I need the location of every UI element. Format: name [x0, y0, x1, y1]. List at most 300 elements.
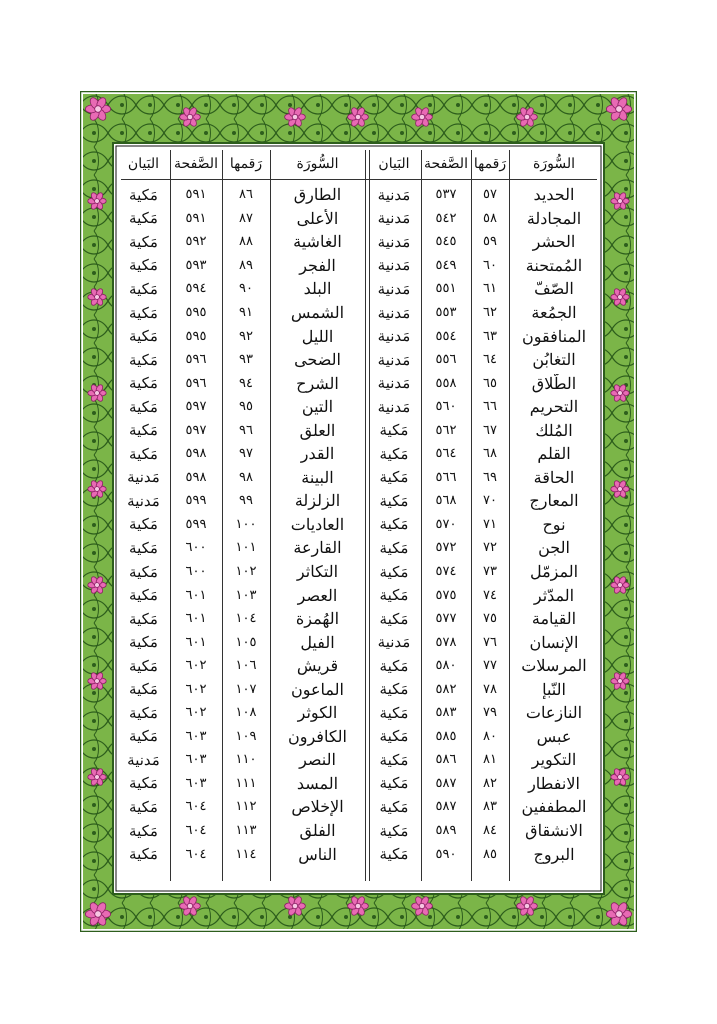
table-row	[367, 819, 599, 843]
table-row	[117, 254, 365, 278]
surah-name: الجن	[538, 538, 570, 558]
revelation-type: مَكية	[129, 397, 158, 416]
column-divider	[222, 150, 223, 881]
revelation-type: مَدنية	[377, 209, 411, 228]
surah-name: المُلك	[535, 420, 573, 440]
revelation-type: مَكية	[129, 586, 158, 605]
surah-name: الانشقاق	[525, 821, 583, 841]
surah-number: ٦٢	[483, 305, 497, 320]
table-row	[367, 654, 599, 678]
revelation-type: مَكية	[129, 209, 158, 228]
surah-name: النازعات	[525, 703, 583, 723]
surah-number: ١٠٢	[235, 564, 257, 580]
revelation-type: مَكية	[379, 703, 409, 722]
revelation-type: مَكية	[129, 821, 158, 840]
surah-number: ٥٧	[483, 187, 497, 203]
table-row	[117, 748, 365, 772]
surah-name: التحريم	[529, 397, 579, 417]
surah-name: الإخلاص	[291, 797, 344, 817]
surah-number: ١٠٩	[235, 728, 257, 744]
surah-name: المعارج	[529, 491, 579, 511]
page-number: ٥٨٧	[435, 775, 457, 791]
surah-number: ٧٥	[483, 611, 497, 627]
surah-number: ٨٠	[483, 728, 497, 744]
revelation-type: مَدنية	[377, 279, 411, 298]
surah-name: الأعلى	[296, 208, 339, 228]
revelation-type: مَكية	[129, 232, 158, 251]
surah-number: ٩١	[239, 305, 253, 320]
page-number: ٥٩٩	[185, 516, 207, 532]
surah-name: الانفطار	[528, 773, 580, 793]
page-number: ٥٩٦	[185, 375, 207, 391]
revelation-type: مَدنية	[377, 327, 411, 346]
surah-name: الفيل	[300, 632, 335, 652]
page-number: ٥٤٩	[435, 257, 457, 273]
column-divider	[170, 150, 171, 881]
revelation-type: مَكية	[129, 185, 158, 204]
surah-number: ٧٠	[483, 493, 497, 509]
revelation-type: مَكية	[129, 774, 158, 793]
revelation-type: مَكية	[379, 750, 409, 769]
surah-number: ٨١	[483, 752, 497, 768]
page-number: ٥٩٣	[185, 257, 207, 273]
revelation-type: مَكية	[129, 327, 158, 346]
surah-name: الحشر	[532, 232, 576, 252]
page-number: ٥٥٤	[435, 328, 457, 344]
table-row	[367, 183, 599, 207]
revelation-type: مَكية	[379, 797, 409, 816]
revelation-type: مَدنية	[377, 185, 411, 204]
surah-number: ٩٥	[239, 399, 253, 415]
page-number: ٥٩١	[185, 187, 207, 203]
revelation-type: مَكية	[379, 468, 409, 487]
surah-name: الفلق	[299, 821, 336, 841]
surah-number: ١٠٦	[235, 658, 257, 674]
page-number: ٥٥١	[435, 281, 457, 297]
surah-number: ٩٩	[239, 493, 253, 509]
page-number: ٥٦٤	[435, 446, 457, 462]
table-row	[367, 701, 599, 725]
surah-number: ٦٥	[483, 375, 497, 391]
surah-name: الهُمزة	[295, 609, 340, 629]
surah-name: الشرح	[296, 373, 339, 393]
surah-number: ٨٨	[239, 234, 253, 250]
page-number: ٥٧٤	[435, 564, 457, 580]
page-header: الصَّفحة	[174, 156, 218, 172]
surah-name: المرسلات	[521, 656, 587, 676]
table-row	[367, 536, 599, 560]
page-number: ٥٩٦	[185, 352, 207, 368]
table-row	[367, 842, 599, 866]
surah-name: المُمتحنة	[525, 255, 583, 275]
table-row	[117, 301, 365, 325]
table-row	[117, 607, 365, 631]
surah-name: المنافقون	[521, 326, 587, 346]
revelation-type: مَكية	[379, 515, 409, 534]
surah-name: الحاقة	[533, 467, 575, 487]
surah-number: ٧٩	[483, 705, 497, 721]
surah-name: الطارق	[293, 185, 342, 205]
surah-number: ١٠٤	[235, 611, 257, 627]
table-row	[117, 418, 365, 442]
surah-number: ١٠٠	[235, 516, 257, 532]
revelation-type: مَدنية	[127, 491, 160, 510]
surah-number: ٦١	[483, 281, 497, 297]
surah-name: المطففين	[521, 797, 587, 817]
revelation-type: مَدنية	[127, 468, 160, 487]
page-number: ٥٨٠	[435, 658, 457, 674]
column-divider	[369, 150, 370, 881]
surah-number: ٧٨	[483, 681, 497, 697]
surah-number: ٨٥	[483, 846, 497, 862]
revelation-type: مَكية	[129, 350, 158, 369]
page-number: ٥٩٢	[185, 234, 207, 250]
table-row	[117, 207, 365, 231]
table-row	[367, 489, 599, 513]
surah-number: ٧٤	[483, 587, 497, 603]
page-number: ٥٨٧	[435, 799, 457, 815]
surah-name: التغابُن	[532, 350, 576, 370]
table-row	[367, 725, 599, 749]
page-number: ٦٠١	[185, 634, 207, 650]
surah-name: التكوير	[531, 750, 577, 770]
table-row	[117, 842, 365, 866]
revelation-type: مَكية	[129, 680, 158, 699]
surah-number: ١١١	[235, 775, 257, 791]
number-header: رَقمها	[229, 156, 263, 172]
surah-number: ٩٧	[239, 446, 253, 462]
revelation-type: مَكية	[379, 538, 409, 557]
surah-number: ١٠٥	[235, 634, 257, 650]
surah-name: الجمُعة	[531, 303, 577, 322]
surah-number: ٥٨	[483, 210, 497, 226]
table-row	[117, 677, 365, 701]
surah-name: الطّلاق	[531, 373, 577, 393]
page-number: ٦٠٢	[185, 705, 207, 721]
page-number: ٦٠٤	[185, 823, 207, 839]
surah-number: ٨٢	[483, 775, 497, 791]
surah-name: المدّثر	[533, 585, 575, 605]
surah-number: ٨٣	[483, 799, 497, 815]
page-number: ٥٧٥	[435, 587, 457, 603]
surah-name: عبس	[536, 726, 572, 746]
revelation-type: مَكية	[379, 845, 409, 864]
surah-number: ٦٣	[483, 328, 497, 344]
column-divider	[365, 150, 366, 881]
revelation-type: مَكية	[379, 609, 409, 628]
revelation-type: مَكية	[129, 256, 158, 275]
revelation-type: مَكية	[129, 279, 158, 298]
surah-name: العصر	[297, 585, 338, 605]
surah-name: التكاثر	[296, 562, 339, 582]
page-number: ٥٦٦	[435, 469, 457, 485]
page-number: ٥٦٠	[435, 399, 457, 415]
page-number: ٦٠٠	[185, 564, 207, 580]
surah-number: ٩٤	[239, 375, 253, 391]
surah-name: الماعون	[290, 679, 344, 699]
revelation-type: مَكية	[129, 633, 158, 652]
table-row	[117, 442, 365, 466]
table-row	[367, 348, 599, 372]
surah-name: المزمّل	[529, 562, 579, 582]
surah-number: ٦٨	[483, 446, 497, 462]
page-number: ٥٩٠	[435, 846, 457, 862]
revelation-type: مَكية	[129, 303, 158, 322]
surah-number: ٧٢	[483, 540, 497, 556]
revelation-type: مَكية	[129, 374, 158, 393]
page-number: ٥٨٦	[435, 752, 457, 768]
page-header: الصَّفحة	[424, 156, 468, 172]
revelation-type: مَدنية	[377, 256, 411, 275]
surah-number: ١١٤	[235, 846, 257, 862]
revelation-type: مَدنية	[377, 633, 411, 652]
column-divider	[270, 150, 271, 881]
revelation-type: مَدنية	[377, 303, 411, 322]
surah-number: ٦٦	[483, 399, 497, 415]
revelation-type: مَكية	[129, 703, 158, 722]
right-table-header	[367, 150, 599, 178]
surah-number: ٩٢	[239, 328, 253, 344]
revelation-type: مَكية	[379, 421, 409, 440]
table-row	[367, 371, 599, 395]
surah-name: البينة	[301, 467, 334, 487]
page-number: ٥٣٧	[435, 187, 457, 203]
revelation-type: مَكية	[129, 421, 158, 440]
surah-number: ٨٩	[239, 257, 253, 273]
table-row	[117, 489, 365, 513]
page-number: ٥٩٤	[185, 281, 207, 297]
table-row	[117, 536, 365, 560]
page-number: ٥٥٦	[435, 352, 457, 368]
surah-number: ٦٠	[483, 257, 497, 273]
surah-name: المجادلة	[526, 208, 582, 228]
surah-name: الشمس	[290, 303, 345, 322]
surah-number: ١٠٣	[235, 587, 257, 603]
page-number: ٥٨٩	[435, 823, 457, 839]
revelation-type: مَكية	[379, 727, 409, 746]
surah-name: البروج	[533, 844, 575, 864]
table-row	[117, 513, 365, 537]
table-row	[117, 725, 365, 749]
page-number: ٦٠٢	[185, 658, 207, 674]
table-row	[117, 701, 365, 725]
table-row	[117, 183, 365, 207]
table-row	[117, 583, 365, 607]
revelation-type: مَكية	[379, 821, 409, 840]
table-row	[367, 324, 599, 348]
page-number: ٥٤٥	[435, 234, 457, 250]
surah-number: ٥٩	[483, 234, 497, 250]
page-number: ٥٩٧	[185, 399, 207, 415]
surah-number: ٩٣	[239, 352, 253, 368]
page-number: ٥٤٢	[435, 210, 457, 226]
surah-name: النّبإ	[542, 679, 566, 699]
surah-number: ٦٩	[483, 469, 497, 485]
page-number: ٥٩٧	[185, 422, 207, 438]
table-row	[367, 207, 599, 231]
header-divider	[121, 179, 597, 180]
surah-number: ٨٤	[483, 823, 497, 839]
revelation-type: مَكية	[379, 491, 409, 510]
surah-number: ٩٦	[239, 422, 253, 438]
page-number: ٥٦٨	[435, 493, 457, 509]
page-number: ٦٠١	[185, 611, 207, 627]
revelation-type: مَكية	[379, 774, 409, 793]
left-table-header	[117, 150, 365, 178]
surah-name: المسد	[296, 773, 339, 793]
surah-name: النصر	[299, 750, 336, 770]
surah-header: السُّورَة	[533, 156, 575, 172]
page-number: ٦٠٢	[185, 681, 207, 697]
page-number: ٥٨٣	[435, 705, 457, 721]
revelation-type: مَدنية	[377, 374, 411, 393]
table-row	[367, 395, 599, 419]
page-number: ٥٧٨	[435, 634, 457, 650]
table-row	[367, 583, 599, 607]
page-number: ٥٩١	[185, 210, 207, 226]
revelation-type: مَدنية	[127, 750, 160, 769]
surah-name: الحديد	[533, 185, 575, 205]
table-row	[117, 654, 365, 678]
surah-number: ٧١	[483, 516, 497, 532]
table-row	[367, 748, 599, 772]
table-row	[367, 772, 599, 796]
page-number: ٥٩٨	[185, 469, 207, 485]
surah-number: ١١٠	[235, 752, 257, 768]
table-row	[367, 442, 599, 466]
surah-name: القيامة	[531, 609, 577, 629]
surah-name: الكوثر	[297, 703, 338, 723]
page-number: ٦٠٣	[185, 752, 207, 768]
table-row	[367, 301, 599, 325]
table-row	[117, 371, 365, 395]
table-row	[117, 795, 365, 819]
page-number: ٦٠٠	[185, 540, 207, 556]
page-number: ٥٧٠	[435, 516, 457, 532]
surah-name: العاديات	[290, 514, 345, 534]
surah-name: الإنسان	[529, 632, 579, 652]
page-number: ٥٥٨	[435, 375, 457, 391]
table-row	[367, 418, 599, 442]
surah-number: ١١٣	[235, 823, 257, 839]
table-row	[367, 630, 599, 654]
page-number: ٦٠٤	[185, 846, 207, 862]
surah-number: ٦٤	[483, 352, 497, 368]
revelation-type: مَكية	[129, 538, 158, 557]
table-row	[367, 607, 599, 631]
surah-number: ١٠١	[235, 540, 257, 556]
page-number: ٥٩٨	[185, 446, 207, 462]
surah-header: السُّورَة	[296, 156, 339, 172]
revelation-type: مَكية	[379, 562, 409, 581]
table-row	[117, 560, 365, 584]
table-row	[117, 395, 365, 419]
table-row	[117, 324, 365, 348]
surah-number: ١٠٨	[235, 705, 257, 721]
revelation-type: مَكية	[379, 444, 409, 463]
surah-number: ٦٧	[483, 422, 497, 438]
revelation-type: مَكية	[129, 797, 158, 816]
column-divider	[421, 150, 422, 881]
surah-name: الصّفّ	[534, 279, 574, 299]
table-row	[367, 795, 599, 819]
surah-name: القلم	[537, 444, 571, 464]
table-row	[117, 630, 365, 654]
revelation-type: مَكية	[129, 609, 158, 628]
page-number: ٥٧٧	[435, 611, 457, 627]
surah-name: الكافرون	[288, 726, 347, 746]
surah-name: التين	[301, 397, 334, 417]
column-divider	[509, 150, 510, 881]
surah-name: الليل	[301, 326, 334, 346]
surah-name: الزلزلة	[294, 491, 341, 511]
page-number: ٦٠٣	[185, 728, 207, 744]
revelation-type: مَكية	[379, 656, 409, 675]
table-row	[367, 677, 599, 701]
revelation-type: مَدنية	[377, 350, 411, 369]
table-row	[367, 254, 599, 278]
page-number: ٥٩٥	[185, 305, 207, 320]
page-number: ٥٩٥	[185, 328, 207, 344]
surah-number: ١٠٧	[235, 681, 257, 697]
surah-number: ٨٧	[239, 210, 253, 226]
table-row	[117, 772, 365, 796]
surah-name: البلد	[303, 279, 332, 299]
page-number: ٥٨٥	[435, 728, 457, 744]
table-row	[117, 230, 365, 254]
revelation-type: مَكية	[129, 562, 158, 581]
revelation-type: مَدنية	[377, 232, 411, 251]
type-header: البَيان	[127, 156, 160, 172]
surah-number: ٨٦	[239, 187, 253, 203]
page-number: ٥٨٢	[435, 681, 457, 697]
surah-number: ٩٨	[239, 469, 253, 485]
surah-name: الضحى	[294, 350, 341, 370]
table-row	[367, 230, 599, 254]
revelation-type: مَكية	[129, 444, 158, 463]
page-number: ٥٦٢	[435, 422, 457, 438]
revelation-type: مَكية	[129, 845, 158, 864]
surah-number: ٩٠	[239, 281, 253, 297]
revelation-type: مَكية	[379, 586, 409, 605]
surah-name: الناس	[298, 844, 337, 864]
surah-number: ٧٦	[483, 634, 497, 650]
surah-name: قريش	[296, 656, 339, 676]
table-row	[117, 277, 365, 301]
table-row	[117, 819, 365, 843]
surah-number: ٧٧	[483, 658, 497, 674]
revelation-type: مَكية	[129, 656, 158, 675]
surah-name: الفجر	[299, 255, 336, 275]
surah-name: نوح	[542, 514, 566, 534]
surah-name: القدر	[300, 444, 335, 464]
surah-number: ٧٣	[483, 564, 497, 580]
page-number: ٥٩٩	[185, 493, 207, 509]
surah-name: العلق	[299, 420, 336, 440]
surah-name: الغاشية	[293, 232, 342, 252]
table-row	[367, 560, 599, 584]
table-row	[117, 466, 365, 490]
page-number: ٥٥٣	[435, 305, 457, 320]
table-row	[367, 277, 599, 301]
page-number: ٥٧٢	[435, 540, 457, 556]
number-header: رَقمها	[473, 156, 507, 172]
table-row	[367, 466, 599, 490]
page-number: ٦٠١	[185, 587, 207, 603]
page-number: ٦٠٣	[185, 775, 207, 791]
revelation-type: مَدنية	[377, 397, 411, 416]
surah-number: ١١٢	[235, 799, 257, 815]
